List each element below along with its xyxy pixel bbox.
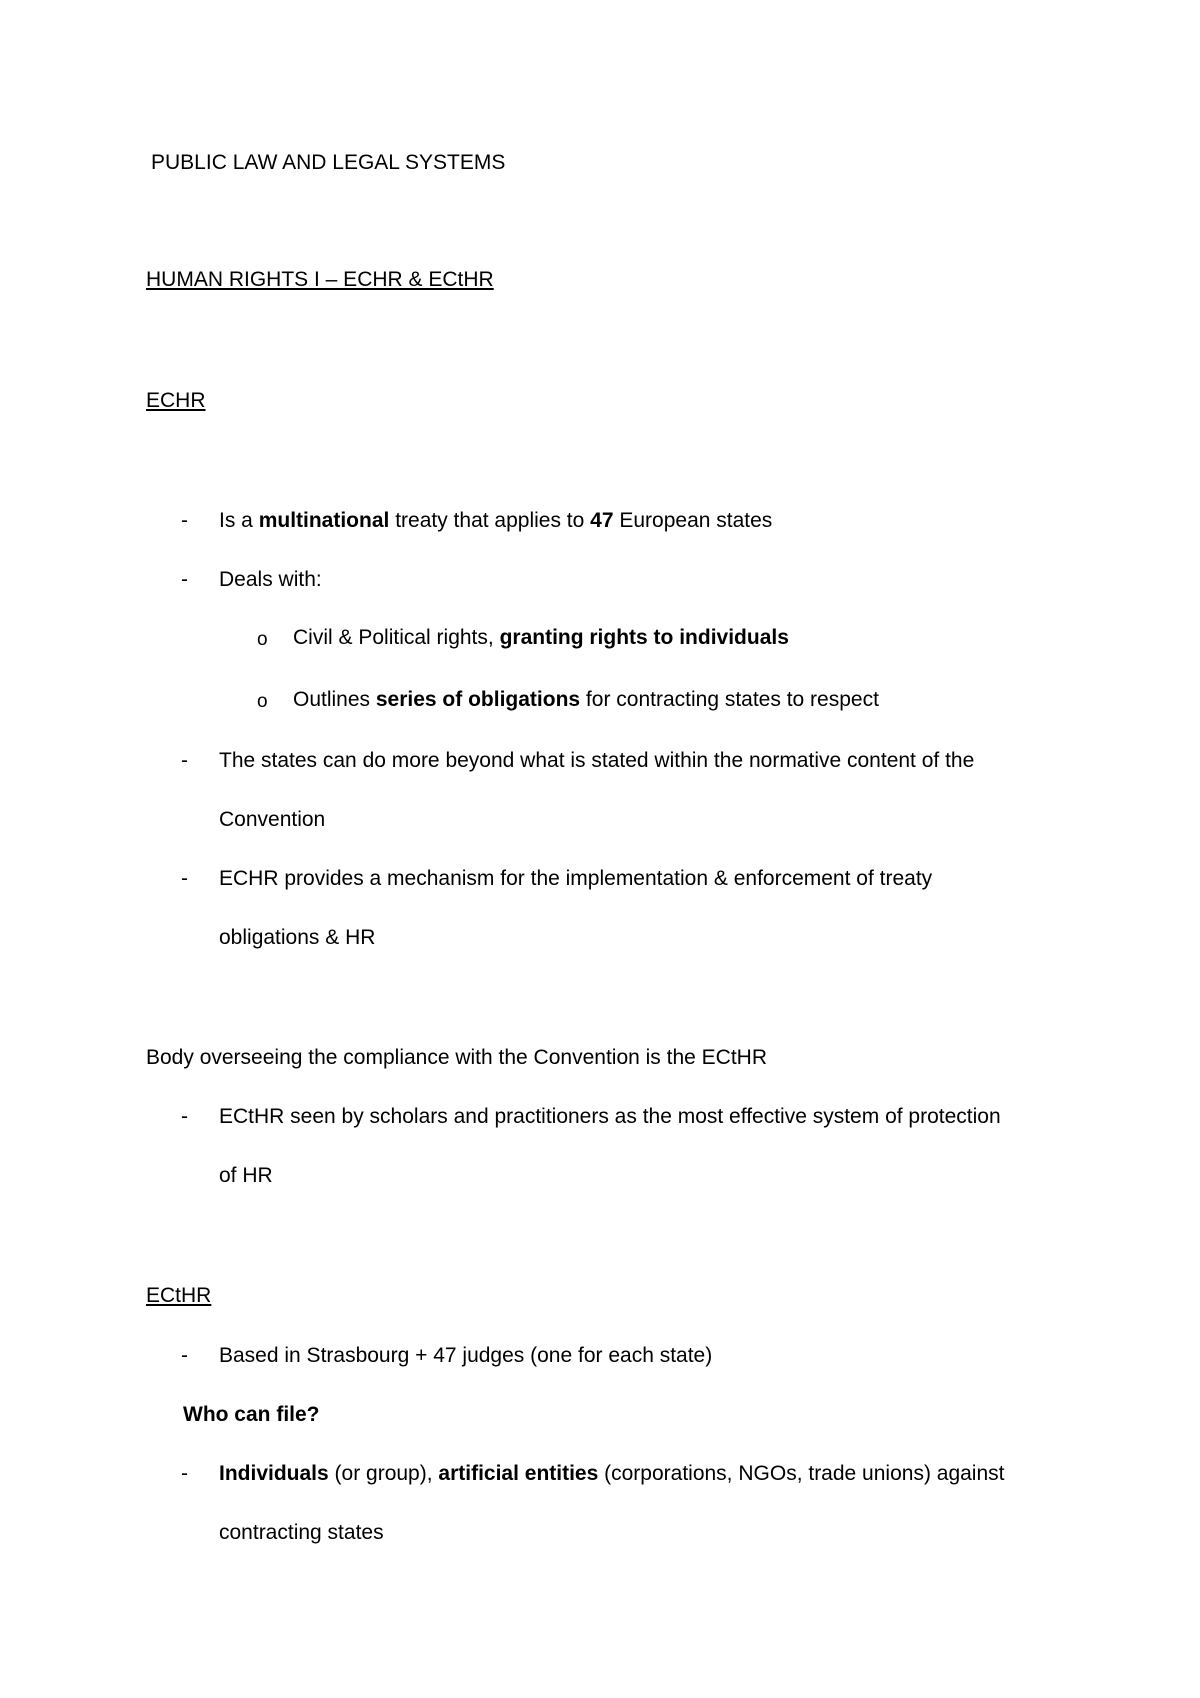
sub-list-item: Civil & Political rights, granting rights to individuals xyxy=(293,626,789,649)
list-item-line2: obligations & HR xyxy=(219,926,376,949)
list-item: Based in Strasbourg + 47 judges (one for each state) xyxy=(219,1344,713,1367)
list-item: Is a multinational treaty that applies to 47 European states xyxy=(219,509,773,532)
dash-bullet: - xyxy=(181,867,188,890)
dash-bullet: - xyxy=(181,1344,188,1367)
section-heading-echr: ECHR xyxy=(146,389,206,412)
circle-bullet: o xyxy=(257,691,268,712)
dash-bullet: - xyxy=(181,568,188,591)
list-item-line1: ECHR provides a mechanism for the implementation & enforcement of treaty xyxy=(219,867,933,890)
body-paragraph: Body overseeing the compliance with the Convention is the ECtHR xyxy=(146,1046,767,1069)
dash-bullet: - xyxy=(181,1105,188,1128)
dash-bullet: - xyxy=(181,509,188,532)
dash-bullet: - xyxy=(181,749,188,772)
list-item-line1: Individuals (or group), artificial entities (corporations, NGOs, trade unions) against xyxy=(219,1462,1005,1485)
list-item-line2: of HR xyxy=(219,1164,273,1187)
page-heading: HUMAN RIGHTS I – ECHR & ECtHR xyxy=(146,268,494,291)
document-title: PUBLIC LAW AND LEGAL SYSTEMS xyxy=(151,151,506,174)
sub-list-item: Outlines series of obligations for contracting states to respect xyxy=(293,688,879,711)
list-item-line1: ECtHR seen by scholars and practitioners as the most effective system of protection xyxy=(219,1105,1001,1128)
list-item-line2: Convention xyxy=(219,808,326,831)
list-item-line1: The states can do more beyond what is stated within the normative content of the xyxy=(219,749,975,772)
dash-bullet: - xyxy=(181,1462,188,1485)
subheading-who-can-file: Who can file? xyxy=(183,1403,320,1426)
list-item-line2: contracting states xyxy=(219,1521,384,1544)
section-heading-ecthr: ECtHR xyxy=(146,1284,212,1307)
circle-bullet: o xyxy=(257,629,268,650)
list-item: Deals with: xyxy=(219,568,322,591)
